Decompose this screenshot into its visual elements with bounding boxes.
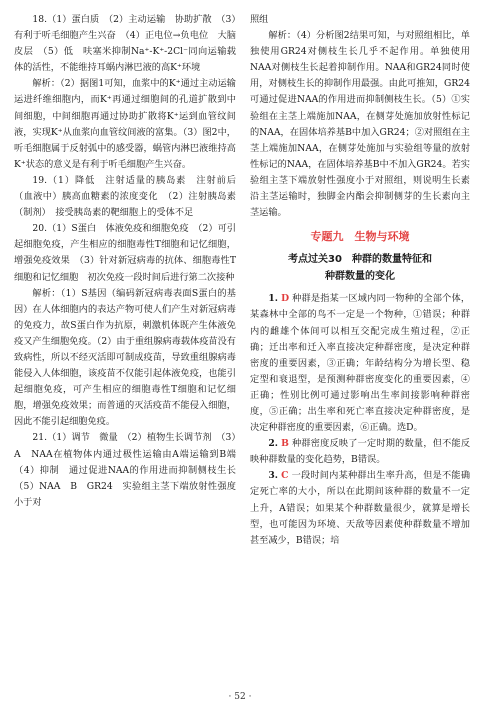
question-number: 3.	[268, 470, 278, 482]
question-explanation: 种群密度反映了一定时期的数量，但不能反映种群数量的变化趋势，B错误。	[250, 438, 471, 466]
answer-20: 20.（1）S蛋白 体液免疫和细胞免疫 （2）可引起细胞免疫，产生相应的细胞毒性T细胞和记忆细胞，增强免疫效果 （3）针对新冠病毒的抗体、细胞毒性T细胞和记忆细胞 初次免疫一段时间后进行第二次接种	[14, 223, 236, 283]
right-column	[250, 12, 470, 549]
question-explanation: 种群是指某一区域内同一物种的全部个体，某森林中全部的鸟不一定是一个物种，①错误；种群内的雌雄个体间可以相互交配完成生殖过程，②正确；迁出率和迁入率直接决定种群密度，是决定种群密度的重要因素，③正确；年龄结构分为增长型、稳定型和衰退型，是预测种群密度变化的重要因素，④正确；性别比例可通过影响出生率间接影响种群密度，⑤正确；出生率和死亡率直接决定种群密度，是决定种群密度的重要因素，⑥正确。选D。	[250, 293, 471, 434]
answer-19: 19.（1）降低 注射适量的胰岛素 注射前后（血液中）胰高血糖素的浓度变化 （2）注射胰岛素（制剂） 接受胰岛素的靶细胞上的受体不足	[14, 174, 236, 219]
subsection-title	[250, 251, 470, 285]
question-2	[250, 436, 470, 468]
subsection-line-1: 考点过关30 种群的数量特征和	[288, 254, 432, 266]
question-3	[250, 468, 470, 548]
answer-letter: D	[281, 293, 290, 305]
analysis-21: 解析：（4）分析图2结果可知，与对照组相比，单独使用GR24对侧枝生长几乎不起作用。单独使用NAA对侧枝生长起着抑制作用。NAA和GR24同时使用，对侧枝生长的抑制作用最强。由此可推知，GR24可通过促进NAA的作用进而抑制侧枝生长。（5）①实验组在主茎上端施加NAA，在侧芽处施加放射性标记的NAA，在固体培养基B中加入GR24；②对照组在主茎上端施加NAA，在侧芽处施加与实验组等量的放射性标记的NAA，在固体培养基B中不加入GR24。若实验组主茎下端放射性强度小于对照组，则说明生长素沿主茎运输时，独脚金内酯会抑制侧芽的生长素向主茎运输。	[250, 30, 470, 219]
question-number: 2.	[268, 438, 278, 450]
analysis-20: 解析：（1）S基因（编码新冠病毒表面S蛋白的基因）在人体细胞内的表达产物可使人们产生对新冠病毒的免疫力，故S蛋白作为抗原，刺激机体既产生体液免疫又产生细胞免疫。（2）由于重组腺病毒载体疫苗没有致病性，所以不经灭活即可制成疫苗，导致重组腺病毒能侵入人体细胞，该疫苗不仅能引起体液免疫，也能引起细胞免疫，可产生相应的细胞毒性T细胞和记忆细胞，增强免疫效果；而普通的灭活疫苗不能侵入细胞，因此不能引起细胞免疫。	[14, 287, 236, 428]
section-title: 专题九 生物与环境	[310, 230, 410, 244]
answer-letter: B	[281, 438, 289, 450]
question-1	[250, 291, 470, 436]
left-column	[14, 12, 246, 511]
answer-letter: C	[281, 470, 289, 482]
page-number: · 52 ·	[228, 691, 252, 702]
question-number: 1.	[268, 293, 278, 305]
answer-21-continued: 照组	[250, 14, 269, 25]
subsection-line-2: 种群数量的变化	[325, 271, 395, 283]
answer-18: 18.（1）蛋白质 （2）主动运输 协助扩散 （3）有利于听毛细胞产生兴奋 （4）正电位→负电位 大脑皮层 （5）低 呋塞米抑制Na⁺-K⁺-2Cl⁻同向运输载体的活性，不能维持耳蜗内淋巴液的高K⁺环境	[14, 14, 236, 74]
analysis-18: 解析：（2）据图1可知，血浆中的K⁺通过主动运输运进纤维细胞内，而K⁺再通过细胞间的孔道扩散到中间细胞，中间细胞再通过协助扩散将K⁺运到血管纹间液，实现K⁺从血浆向血管纹间液的富集。（3）图2中，听毛细胞属于反射弧中的感受器，蜗管内淋巴液维持高K⁺状态的意义是有利于听毛细胞产生兴奋。	[14, 78, 236, 170]
answer-21: 21.（1）调节 微量 （2）植物生长调节剂 （3）A NAA在植物体内通过极性运输由A端运输到B端 （4）抑制 通过促进NAA的作用进而抑制侧枝生长 （5）NAA B GR24 实验组主茎下端放射性强度小于对	[14, 432, 246, 508]
question-explanation: 一段时间内某种群出生率升高，但是不能确定死亡率的大小，所以在此期间该种群的数量不一定上升，A错误；如果某个种群数量很少，就算是增长型，也可能因为环境、天敌等因素使种群数量不增加甚至减少，B错误；培	[250, 470, 471, 546]
